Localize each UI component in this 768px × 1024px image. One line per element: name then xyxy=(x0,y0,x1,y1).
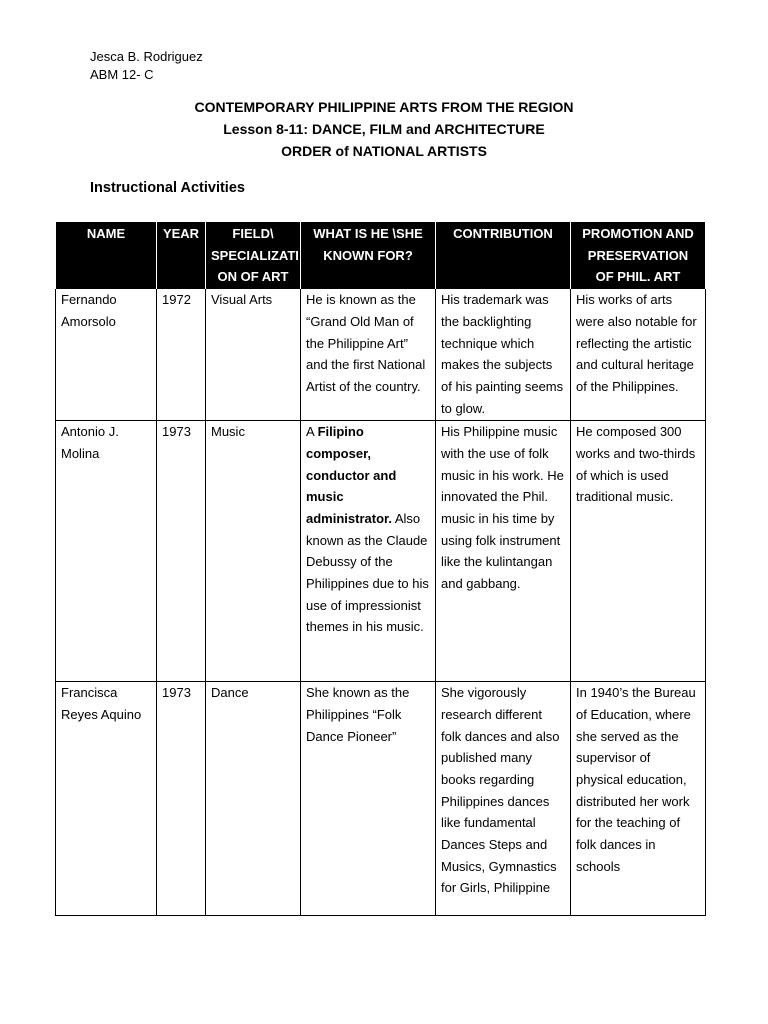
cell-name: Francisca Reyes Aquino xyxy=(56,682,157,916)
cell-contribution: His Philippine music with the use of folk music in his work. He innovated the Phil. music in his time by using folk instrument like the kulintangan and gabbang. xyxy=(436,421,571,682)
cell-name: Fernando Amorsolo xyxy=(56,289,157,421)
table-row xyxy=(56,289,706,421)
title-line-1: CONTEMPORARY PHILIPPINE ARTS FROM THE REGION xyxy=(194,99,574,115)
cell-name: Antonio J. Molina xyxy=(56,421,157,682)
cell-year: 1973 xyxy=(157,421,206,682)
cell-known-for: He is known as the “Grand Old Man of the Philippine Art” and the first National Artist of the country. xyxy=(301,289,436,421)
cell-contribution: His trademark was the backlighting technique which makes the subjects of his painting seems to glow. xyxy=(436,289,571,421)
cell-year: 1972 xyxy=(157,289,206,421)
cell-field: Dance xyxy=(206,682,301,916)
known-for-prefix: A xyxy=(306,424,318,440)
cell-year: 1973 xyxy=(157,682,206,916)
header-year: YEAR xyxy=(157,222,206,289)
table-row xyxy=(56,421,706,682)
national-artists-table xyxy=(55,222,706,916)
title-line-3: ORDER of NATIONAL ARTISTS xyxy=(281,143,487,159)
title-line-2: Lesson 8-11: DANCE, FILM and ARCHITECTURE xyxy=(223,121,545,137)
section-heading: Instructional Activities xyxy=(90,180,245,196)
cell-known-for: She known as the Philippines “Folk Dance Pioneer” xyxy=(301,682,436,916)
cell-contribution: She vigorously research different folk dances and also published many books regarding Philippines dances like fundamental Dances Steps and Musics, Gymnastics for Girls, Philippine xyxy=(436,682,571,916)
cell-promotion: He composed 300 works and two-thirds of which is used traditional music. xyxy=(571,421,706,682)
known-for-bold: Filipino composer, conductor and music administrator. xyxy=(306,424,397,526)
known-for-rest: Also known as the Claude Debussy of the Philippines due to his use of impressionist themes in his music. xyxy=(306,510,429,635)
table-header-row xyxy=(56,222,706,289)
cell-field: Music xyxy=(206,421,301,682)
header-name: NAME xyxy=(56,222,157,289)
cell-field: Visual Arts xyxy=(206,289,301,421)
table-row xyxy=(56,682,706,916)
author-section: ABM 12- C xyxy=(90,67,154,82)
author-name: Jesca B. Rodriguez xyxy=(90,49,203,64)
header-known-for: WHAT IS HE \SHE KNOWN FOR? xyxy=(301,222,436,289)
cell-promotion: In 1940’s the Bureau of Education, where she served as the supervisor of physical education, distributed her work for the teaching of folk dances in schools xyxy=(571,682,706,916)
title-block xyxy=(0,96,768,162)
cell-known-for xyxy=(301,421,436,682)
author-block xyxy=(90,48,203,84)
header-field: FIELD\ SPECIALIZATI ON OF ART xyxy=(206,222,301,289)
header-promotion: PROMOTION AND PRESERVATION OF PHIL. ART xyxy=(571,222,706,289)
header-contribution: CONTRIBUTION xyxy=(436,222,571,289)
cell-promotion: His works of arts were also notable for reflecting the artistic and cultural heritage of the Philippines. xyxy=(571,289,706,421)
